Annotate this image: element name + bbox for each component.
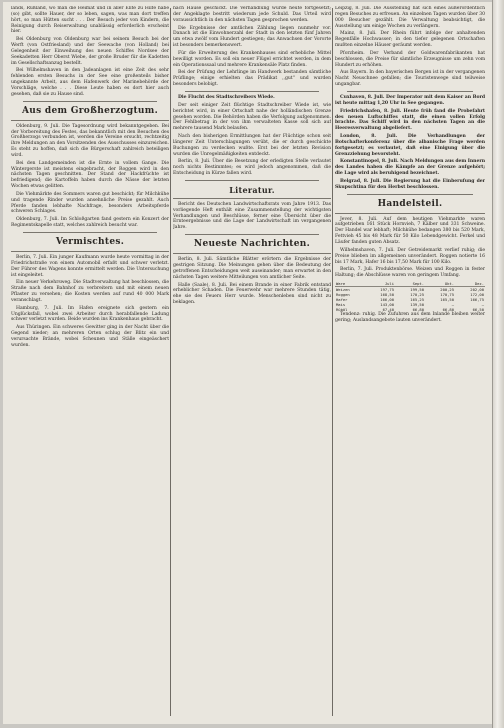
section-heading: Neueste Nachrichten. [193,239,311,250]
paragraph: Die Viehmärkte des Sommers waren gut beschickt; für Milchkühe und tragende Rinder wurden ansehnliche Preise gezahlt. Auch Pferde fanden lebhafte Nachfrage, besonders Arbeitspferde schweren Schlages. [11,191,169,215]
column-middle [173,6,331,718]
table-header-cell: Okt. [425,281,455,287]
paragraph: lands, Rußland, wo man die Heimat und in aller Elite zu Hilfe habe (so) gibt, sollte Hauer, der so leben, sagen, was man dort treffen hört, so man Hütten sucht . . . Der Besuch jeder von Kindern, die Reinigung durch Reiserwaltung unablässig erforderlich erscheint hier. [11,6,169,35]
divider [185,91,319,92]
table-header-cell: Dez. [455,281,485,287]
paragraph: Halle (Saale), 8. Juli. Bei einem Brande in einer Fabrik entstand erheblicher Schaden. Die Feuerwehr war mehrere Stunden tätig, ehe sie des Feuers Herr wurde. Menschenleben sind nicht zu beklagen. [173,282,331,306]
paragraph: Aus Bayern. In den bayerischen Bergen ist in der vergangenen Nacht Neuschnee gefallen; die Touristenwege sind teilweise ungangbar. [335,70,485,88]
table-cell: 202,00 [470,287,484,293]
divider [11,251,169,252]
table-header-cell: Ware [335,281,365,287]
divider [185,234,319,235]
table-cell: — [481,302,484,308]
table-cell: 168,50 [380,292,394,298]
paragraph: Pforzheim. Der Verband der Goldwarenfabrikanten hat beschlossen, die Preise für sämtliche Erzeugnisse um zehn vom Hundert zu erhöhen. [335,50,485,68]
paragraph: Hamburg, 7. Juli. Im Hafen ereignete sich gestern ein Unglücksfall, wobei zwei Arbeiter durch herabfallende Ladung schwer verletzt wurden. Beide wurden ins Krankenhaus gebracht. [11,305,169,323]
paragraph: Aus Thüringen. Ein schweres Gewitter ging in der Nacht über die Gegend nieder; an mehreren Orten schlug der Blitz ein und verursachte Brände, wobei Scheunen und Ställe eingeäschert wurden. [11,325,169,348]
table-cell: 200,25 [440,287,454,293]
divider [173,198,331,199]
divider [23,101,157,102]
paragraph: Bei Wilhelmshaven in den Jadeanlagen ist eine Zeit des sehr fehlenden ersten Besuchs in der See eine großenteils bisher ungekannte Arbeit, aus dem Hafenwerk der Marinebehörde der Vorschläge, welche . . . Diese Leute haben es dort hier auch gesehen, daß sie zu Hause sind. [11,68,169,97]
table-cell: 165,50 [440,297,454,303]
paragraph: Bei Oldenburg von Oldenburg war bei seinem Besuch bei der Werft (von Ostfriesland) und der Seewache (von Holland) bei Gelegenheit der Einweihung des neuen Schiffes Nordsee der Seekadetten Herr Oberst Wiebe, der große Bruder für die Kadetten im Gesellschaftsanzug bestellt. [11,37,169,66]
paragraph: Tendenz: ruhig. Die Zufuhren aus dem Inlande bleiben weiter gering; Auslandsangebote lauten unverändert. [335,312,485,323]
subheading: Die Flucht des Stadtschreibers Wiede. [178,94,275,100]
paragraph: Mainz, 8. Juli. Der Rhein führt infolge der anhaltenden Regenfälle Hochwasser; in den tiefer gelegenen Ortschaften mußten einzelne Häuser geräumt werden. [335,31,485,49]
paragraph: Ein neuer Verkehrsweg. Die Stadtverwaltung hat beschlossen, die Straße nach dem Bahnhof zu verbreitern und mit einem neuen Pflaster zu versehen; die Kosten werden auf rund 40 000 Mark veranschlagt. [11,280,169,303]
table-cell: Hafer [336,297,348,303]
section-heading: Handelsteil. [377,198,443,209]
table-cell: 172,00 [470,292,484,298]
paragraph: Leipzig, 8. Juli. Die Ausstellung hat sich eines außerordentlich regen Besuches zu erfreuen. An einzelnen Tagen wurden über 30 000 Besucher gezählt. Die Verwaltung beabsichtigt, die Ausstellung um einige Wochen zu verlängern. [335,6,485,29]
table-cell: 143,00 [380,302,394,308]
column-left [11,6,169,718]
table-cell: 66,50 [472,307,484,313]
table-cell: 166,00 [380,297,394,303]
divider [173,253,331,254]
table-cell: 166,75 [470,297,484,303]
paragraph: Nach den bisherigen Ermittlungen hat der Flüchtige schon seit längerer Zeit Unterschlagungen verübt, die er durch geschickte Buchungen zu verdecken wußte. Erst bei der letzten Revision wurden die Unregelmäßigkeiten entdeckt. [173,134,331,157]
table-cell: Weizen [336,287,350,293]
table-cell: 67,40 [382,307,394,313]
paragraph: Für die Erweiterung des Krankenhauses sind erhebliche Mittel bewilligt worden. Es soll ein neuer Flügel errichtet werden, in dem ein Operationssaal und mehrere Krankensäle Platz finden. [173,50,331,68]
bold-news-item: Belgrad, 8. Juli. Die Regierung hat die Einberufung der Skupschtina für den Herbst beschlossen. [335,178,485,190]
paragraph: Wilhelmshaven, 7. Juli. Der Getreidemarkt verlief ruhig; die Preise blieben im allgemeinen unverändert. Roggen notierte 16 bis 17 Mark, Hafer 16 bis 17,50 Mark für 100 Kilo. [335,247,485,265]
column-rule [332,8,333,716]
section-heading: Aus dem Großherzogtum. [21,105,159,116]
column-right [335,6,485,718]
table-cell: 139,50 [410,302,424,308]
table-cell: 170,75 [440,292,454,298]
bold-news-item: Konstantinopel, 8. Juli. Nach Meldungen aus dem Innern des Landes haben die Kämpfe an der Grenze aufgehört; die Lage wird als beruhigend bezeichnet. [335,159,485,177]
paragraph: Berlin, 7. Juli. Ein junger Kaufmann wurde heute vormittag in der Friedrichstraße von einem Automobil erfaßt und schwer verletzt. Der Führer des Wagens konnte ermittelt werden. Die Untersuchung ist eingeleitet. [11,255,169,278]
table-cell: Roggen [336,292,350,298]
table-cell: 66,80 [412,307,424,313]
divider [347,91,473,92]
market-table [335,281,485,312]
page-binding-edge [492,0,504,728]
table-cell: Rüböl [336,307,348,313]
table-cell: — [451,302,454,308]
paragraph: Oldenburg, 7. Juli. Im Schloßgarten fand gestern ein Konzert der Regimentskapelle statt, welches zahlreich besucht war. [11,217,169,229]
column-rule [170,8,171,716]
table-header-cell: Sept. [395,281,425,287]
paragraph: nach Hause geschickt. Die Verhandlung wurde heute fortgesetzt; der Angeklagte bestritt wiederum jede Schuld. Das Urteil wird voraussichtlich in den nächsten Tagen gesprochen werden. [173,6,331,23]
paragraph: Berlin, 8. Juli. Über die Besetzung der erledigten Stelle verlautet noch nichts Bestimmtes; es wird jedoch angenommen, daß die Entscheidung in Kürze fallen wird. [173,159,331,177]
divider [23,232,157,233]
table-cell: 66,80 [442,307,454,313]
table-cell: Mais [336,302,346,308]
bold-news-item: Cuxhaven, 8. Juli. Der Imperator mit dem Kaiser an Bord ist heute mittag 1,20 Uhr in See gegangen. [335,94,485,106]
paragraph: Berlin, 7. Juli. Produktenbörse. Weizen und Roggen in fester Haltung; die Abschlüsse waren von geringem Umfang. [335,267,485,279]
divider [335,213,485,214]
paragraph: Der seit einiger Zeit flüchtige Stadtschreiber Wiede ist, wie berichtet wird, in einer Ortschaft nahe der holländischen Grenze gesehen worden. Die Behörden haben die Verfolgung aufgenommen. Der Fehlbetrag in der von ihm verwalteten Kasse soll sich auf mehrere tausend Mark belaufen. [173,102,331,132]
bold-news-item: Friedrichshafen, 8. Juli. Heute früh fand die Probefahrt des neuen Luftschiffes statt, die einen vollen Erfolg brachte. Das Schiff wird in den nächsten Tagen an die Heeresverwaltung abgeliefert. [335,108,485,132]
table-cell: 197,75 [380,287,394,293]
paragraph: Bericht des Deutschen Landwirtschaftsrats vom Jahre 1913. Das vorliegende Heft enthält eine Zusammenstellung der wichtigsten Verhandlungen und Beschlüsse, ferner eine Übersicht über die Ernteergebnisse und die Lage der Landwirtschaft im vergangenen Jahre. [173,201,331,231]
paragraph: Bei den Landgemeinden ist die Ernte in vollem Gange. Die Wintergerste ist meistens eingebracht, der Roggen wird in den nächsten Tagen geschnitten. Der Stand der Hackfrüchte ist befriedigend; die Kartoffeln haben durch die Nässe der letzten Wochen etwas gelitten. [11,160,169,190]
divider [11,120,169,121]
paragraph: Oldenburg, 9. Juli. Die Tagesordnung wird bekanntgegeben. Bei der Vorbereitung des Festes, das bekanntlich mit den Besuchen des Großherzogs verbunden ist, werden die Vereine ersucht, rechtzeitig ihre Meldungen an den Vorsitzenden des Ausschusses einzureichen. Es steht zu hoffen, daß sich die Bürgerschaft zahlreich beteiligen wird. [11,123,169,158]
table-header-cell: Juli [365,281,395,287]
table-cell: 170,25 [410,292,424,298]
newspaper-page [3,2,493,724]
paragraph: Jever, 8. Juli. Auf dem heutigen Viehmarkte waren aufgetrieben 161 Stück Hornvieh, 7 Kälber und 331 Schweine. Der Handel war lebhaft; Milchkühe bedangen 380 bis 520 Mark, Fettvieh 45 bis 48 Mark für 50 Kilo Lebendgewicht. Ferkel und Läufer fanden guten Absatz. [335,216,485,245]
section-heading: Vermischtes. [55,237,125,247]
divider [185,180,319,181]
table-cell: 165,25 [410,297,424,303]
bold-news-item: London, 8. Juli. Die Verhandlungen der Botschafterkonferenz über die albanische Frage werden fortgesetzt; es verlautet, daß eine Einigung über die Grenzziehung bevorsteht. [335,134,485,157]
paragraph: Bei der Prüfung der Lehrlinge im Handwerk bestanden sämtliche Prüflinge; einige erhielten das Prädikat ,,gut'' und wurden besonders belobigt. [173,70,331,88]
paragraph: Berlin, 8. Juli. Sämtliche Blätter erörtern die Ergebnisse der gestrigen Sitzung. Die Meinungen gehen über die Bedeutung der getroffenen Entscheidungen weit auseinander; man erwartet in den nächsten Tagen weitere Mitteilungen von amtlicher Seite. [173,257,331,280]
divider [347,194,473,195]
section-heading: Literatur. [229,184,275,195]
paragraph: Die Ergebnisse der amtlichen Zählung liegen nunmehr vor. Danach ist die Einwohnerzahl der Stadt in den letzten fünf Jahren um etwa zwölf vom Hundert gestiegen; das Anwachsen der Vororte ist besonders bemerkenswert. [173,25,331,49]
table-cell: 199,50 [410,287,424,293]
